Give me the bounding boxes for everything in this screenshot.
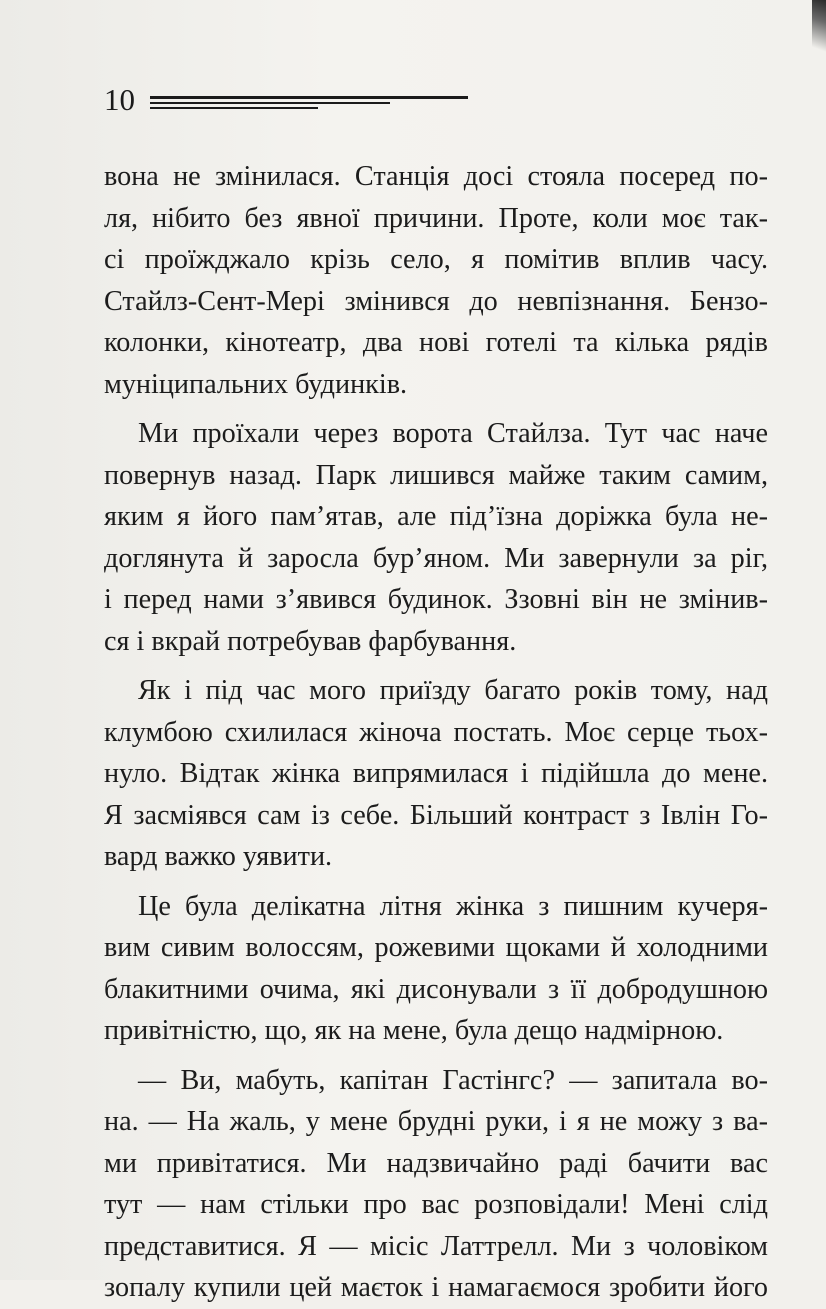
text-line: ля, нібито без явної причини. Проте, коли моє так- <box>104 202 768 234</box>
text-line: привітністю, що, як на мене, була дещо надмірною. <box>104 1015 724 1046</box>
text-line: — Ви, мабуть, капітан Гастінгс? — запитала во- <box>138 1064 768 1096</box>
text-line: блакитними очима, які дисонували з її добродушною <box>104 973 768 1005</box>
text-line: представитися. Я — місіс Латтрелл. Ми з чоловіком <box>104 1230 768 1262</box>
page-number: 10 <box>104 82 135 117</box>
text-line: клумбою схилилася жіноча постать. Моє серце тьох- <box>104 716 768 748</box>
text-line: вим сивим волоссям, рожевими щоками й холодними <box>104 932 768 963</box>
text-line: ся і вкрай потребував фарбування. <box>104 625 517 657</box>
paragraph-gap <box>104 405 768 413</box>
body-text <box>104 156 768 1309</box>
text-line: вард важко уявити. <box>104 841 333 872</box>
header-rule-short <box>150 107 318 109</box>
paragraph-gap <box>104 662 768 670</box>
text-line: повернув назад. Парк лишився майже таким самим, <box>104 459 768 491</box>
text-line: колонки, кінотеатр, два нові готелі та кілька рядів <box>104 327 768 358</box>
paragraph-gap <box>104 878 768 886</box>
header-rule-medium <box>150 102 390 104</box>
text-line: нуло. Відтак жінка випрямилася і підійшла до мене. <box>104 758 768 789</box>
page-edge-shadow <box>812 0 826 60</box>
text-line: сі проїжджало крізь село, я помітив вплив часу. <box>104 244 768 275</box>
text-line: зопалу купили цей маєток і намагаємося зробити його <box>104 1272 768 1303</box>
text-line: на. — На жаль, у мене брудні руки, і я не можу з ва- <box>104 1106 768 1137</box>
text-line: Як і під час мого приїзду багато років тому, над <box>138 675 768 706</box>
text-line: Ми проїхали через ворота Стайлза. Тут час наче <box>138 418 768 449</box>
header-rule-long <box>150 96 468 99</box>
text-line: ми привітатися. Ми надзвичайно раді бачити вас <box>104 1147 768 1179</box>
text-line: і перед нами з’явився будинок. Ззовні він не змінив- <box>104 584 768 615</box>
page-header <box>104 82 504 122</box>
text-line: Стайлз-Сент-Мері змінився до невпізнання. Бензо- <box>104 285 768 317</box>
text-line: Я засміявся сам із себе. Більший контраст з Івлін Го- <box>104 799 768 831</box>
text-line: яким я його пам’ятав, але під’їзна доріжка була не- <box>104 501 768 532</box>
text-line: Це була делікатна літня жінка з пишним кучеря- <box>138 890 768 922</box>
paragraph-gap <box>104 1052 768 1060</box>
text-line: доглянута й заросла бур’яном. Ми завернули за ріг, <box>104 542 768 574</box>
text-line: муніципальних будинків. <box>104 368 408 400</box>
text-line: вона не змінилася. Станція досі стояла посеред по- <box>104 161 768 192</box>
text-line: тут — нам стільки про вас розповідали! Мені слід <box>104 1189 768 1220</box>
